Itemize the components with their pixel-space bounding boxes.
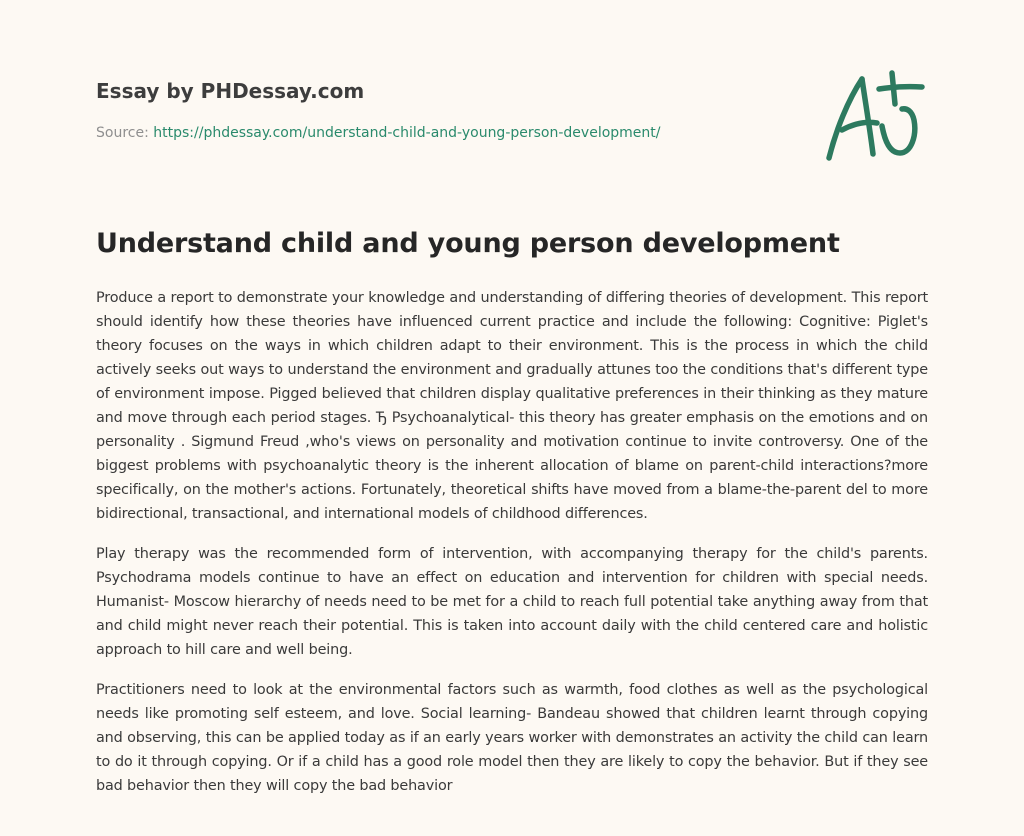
a-plus-grade-icon bbox=[822, 68, 926, 164]
source-link[interactable]: https://phdessay.com/understand-child-and-young-person-development/ bbox=[153, 125, 661, 141]
essay-paragraph: Play therapy was the recommended form of intervention, with accompanying therapy for the child's parents. Psychodrama models continue to have an effect on education and intervention for children with special needs. Humanist- Moscow hierarchy of needs need to be met for a child to reach full potential take anything away from that and child might never reach their potential. This is taken into account daily with the child centered care and holistic approach to hill care and well being. bbox=[96, 546, 928, 658]
site-brand: Essay by PHDessay.com bbox=[96, 79, 365, 103]
essay-paragraph: Practitioners need to look at the environmental factors such as warmth, food clothes as well as the psychological needs like promoting self esteem, and love. Social learning- Bandeau showed that children learnt through copying and observing, this can be applied today as if an early years worker with demonstrates an activity the child can learn to do it through copying. Or if a child has a good role model then they are likely to copy the behavior. But if they see bad behavior then they will copy the bad behavior bbox=[96, 682, 928, 794]
source-line bbox=[96, 124, 796, 142]
page-header bbox=[96, 78, 796, 142]
essay-title: Understand child and young person development bbox=[96, 228, 840, 259]
essay-body bbox=[96, 286, 928, 814]
source-label: Source: bbox=[96, 125, 154, 141]
essay-paragraph: Produce a report to demonstrate your knowledge and understanding of differing theories of development. This report should identify how these theories have influenced current practice and include the following: Cognitive: Piglet's theory focuses on the ways in which children adapt to their environment. This is the process in which the child actively seeks out ways to understand the environment and gradually attunes too the conditions that's different type of environment impose. Pigged believed that children display qualitative preferences in their thinking as they mature and move through each period stages. Ђ Psychoanalytical- this theory has greater emphasis on the emotions and on personality . Sigmund Freud ,who's views on personality and motivation continue to invite controversy. One of the biggest problems with psychoanalytic theory is the inherent allocation of blame on parent-child interactions?more specifically, on the mother's actions. Fortunately, theoretical shifts have moved from a blame-the-parent del to more bidirectional, transactional, and international models of childhood differences. bbox=[96, 290, 928, 522]
